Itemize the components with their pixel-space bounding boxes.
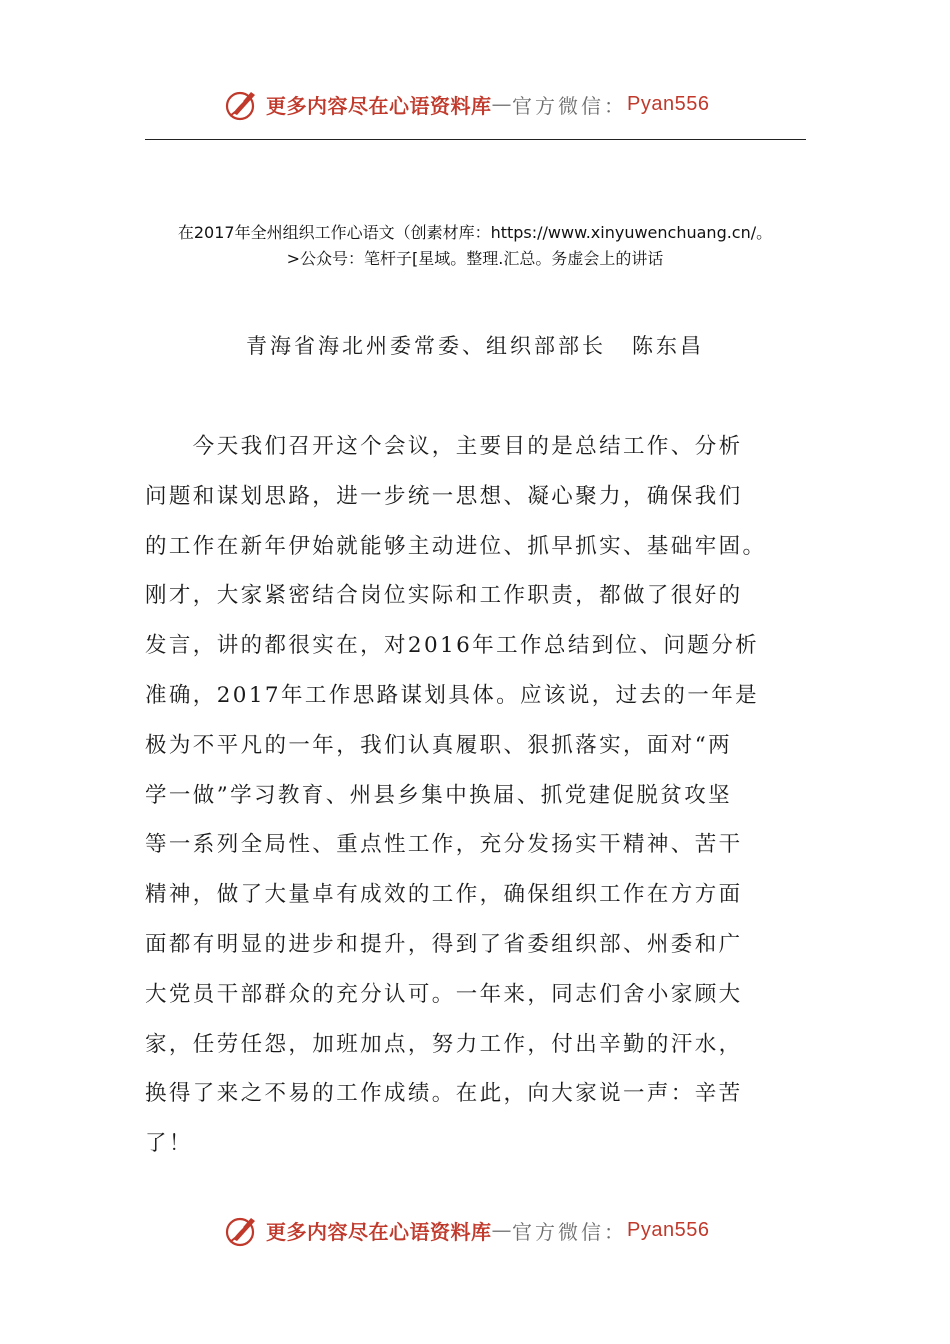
header-brand — [224, 84, 709, 124]
title-line-2: >公众号：笔杆子[星域。整理.汇总。务虚会上的讲话 — [286, 249, 664, 268]
body-line: 了！ — [145, 1131, 193, 1157]
body-line: 的工作在新年伊始就能够主动进位、抓早抓实、基础牢固。 — [145, 533, 767, 559]
quill-pen-icon — [224, 86, 260, 122]
brand-wechat-label: 官方微信： — [512, 1219, 627, 1244]
footer-brand — [224, 1210, 709, 1250]
body-line: 大党员干部群众的充分认可。一年来，同志们舍小家顾大 — [145, 981, 743, 1007]
body-line: 换得了来之不易的工作成绩。在此，向大家说一声：辛苦 — [145, 1081, 743, 1107]
document-title — [120, 220, 830, 272]
body-line: 发言，讲的都很实在，对2016年工作总结到位、问题分析 — [145, 633, 760, 659]
author-line — [140, 330, 810, 360]
brand-library-text: 更多内容尽在心语资料库 — [266, 93, 492, 118]
body-line: 准确，2017年工作思路谋划具体。应该说，过去的一年是 — [145, 682, 760, 708]
brand-dash: — — [491, 92, 512, 116]
quill-pen-icon — [224, 1212, 260, 1248]
brand-wechat-id: Pyan556 — [627, 1218, 710, 1241]
title-line-1: 在2017年全州组织工作心语文（创素材库：https://www.xinyuwenchuang.cn/。 — [177, 223, 773, 242]
body-line: 极为不平凡的一年，我们认真履职、狠抓落实，面对“两 — [145, 732, 732, 758]
brand-wechat-label: 官方微信： — [512, 93, 627, 118]
body-line: 家，任劳任怨，加班加点，努力工作，付出辛勤的汗水， — [145, 1031, 743, 1057]
body-line: 学一做”学习教育、州县乡集中换届、抓党建促脱贫攻坚 — [145, 782, 732, 808]
body-line: 精神，做了大量卓有成效的工作，确保组织工作在方方面 — [145, 882, 743, 908]
brand-dash: — — [491, 1218, 512, 1242]
brand-wechat-id: Pyan556 — [627, 92, 710, 115]
body-line: 刚才，大家紧密结合岗位实际和工作职责，都做了很好的 — [145, 583, 743, 609]
body-line: 面都有明显的进步和提升，得到了省委组织部、州委和广 — [145, 931, 743, 957]
body-line: 今天我们召开这个会议，主要目的是总结工作、分析 — [145, 434, 743, 459]
body-paragraph — [145, 422, 807, 1169]
brand-library-text: 更多内容尽在心语资料库 — [266, 1219, 492, 1244]
body-line: 等一系列全局性、重点性工作，充分发扬实干精神、苦干 — [145, 832, 743, 858]
author-name: 陈东昌 — [632, 334, 704, 358]
header-divider — [145, 139, 806, 140]
author-role: 青海省海北州委常委、组织部部长 — [246, 334, 606, 358]
body-line: 问题和谋划思路，进一步统一思想、凝心聚力，确保我们 — [145, 483, 743, 509]
